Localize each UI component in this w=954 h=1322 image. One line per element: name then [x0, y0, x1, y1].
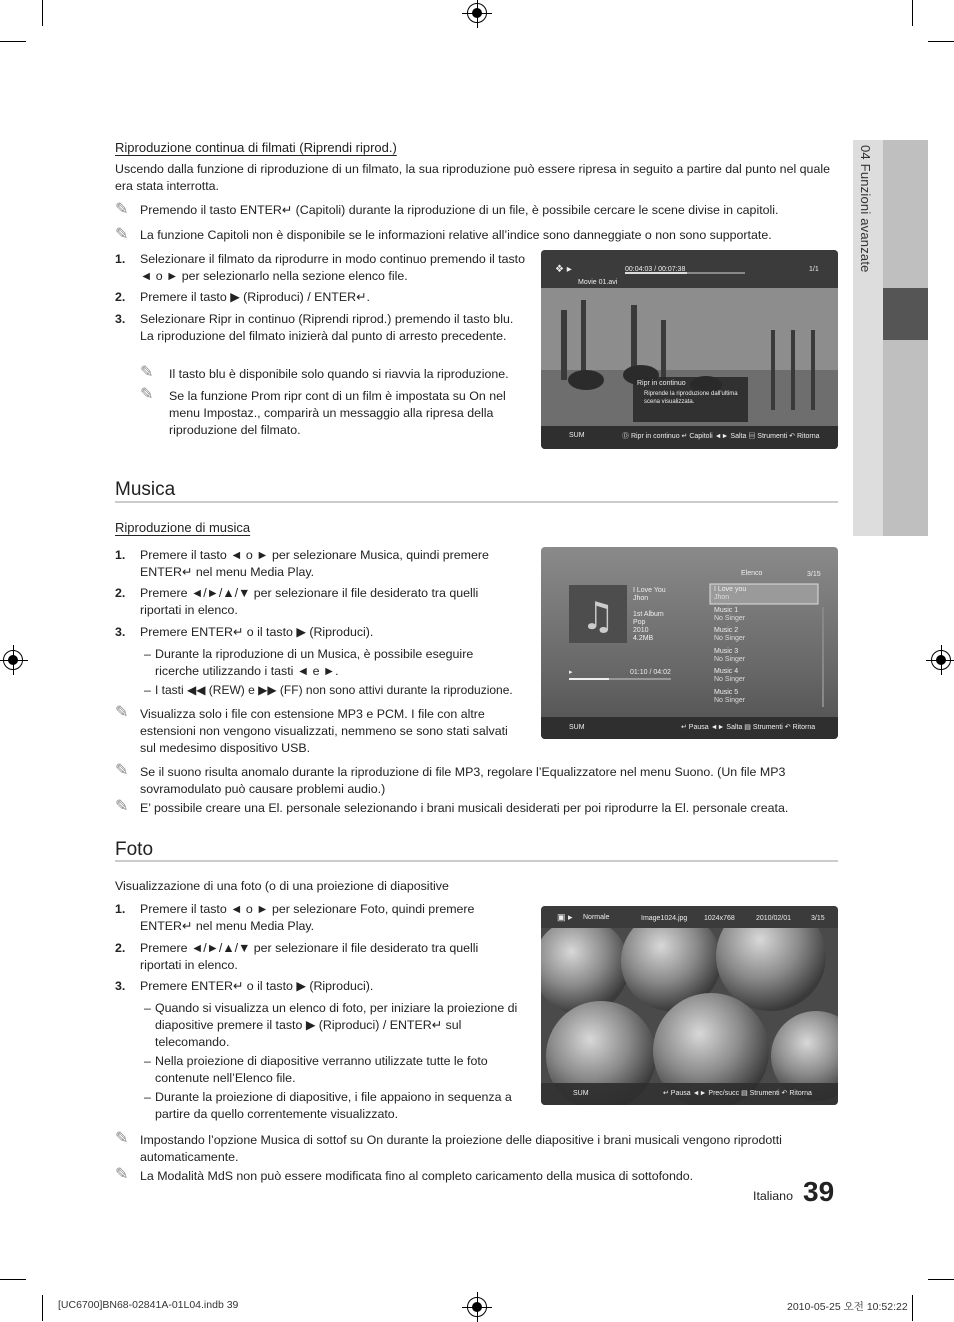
dash-slideshow-start: Quando si visualizza un elenco di foto, per iniziare la proiezione di diapositive premere il tasto ▶ (Riproduci) / ENTER↵ sul telecomando.: [155, 1001, 518, 1049]
sum-label: SUM: [569, 724, 585, 731]
music-artist: No Singer: [714, 635, 746, 642]
note-icon: ✎: [140, 386, 154, 403]
step-2: Premere il tasto ▶ (Riproduci) / ENTER↵.: [140, 290, 370, 304]
sum-label: SUM: [573, 1090, 589, 1097]
note-file-types: Visualizza solo i file con estensione MP3 e PCM. I file con altre estensioni non vengono visualizzati, nemmeno se sono stati salvati sul medesimo dispositivo USB.: [140, 707, 508, 755]
subheading-photo: Visualizzazione di una foto (o di una proiezione di diapositive: [115, 879, 449, 893]
step-number: 3.: [115, 625, 126, 639]
video-control-bar: Ⓓ Ripr in continuo ↵ Capitoli ◄► Salta ▤ Strumenti ↶ Ritorna: [622, 433, 820, 440]
crop-mark: [928, 1279, 954, 1280]
video-player-screenshot: [541, 250, 838, 449]
music-info-line: [633, 603, 666, 611]
crop-mark: [912, 0, 913, 26]
music-info-line: Jhon: [633, 595, 649, 602]
dash: –: [144, 1001, 151, 1015]
dash-search: Durante la riproduzione di un Musica, è possibile eseguire ricerche utilizzando i tasti ◄ e ►.: [155, 647, 474, 678]
step-3: Premere ENTER↵ o il tasto ▶ (Riproduci).: [140, 979, 374, 993]
step-3: Selezionare Ripr in continuo (Riprendi riprod.) premendo il tasto blu. La riproduzione del filmato inizierà dal punto di arresto precedente.: [140, 312, 514, 343]
music-artist: No Singer: [714, 614, 746, 622]
note-icon: ✎: [115, 1130, 129, 1147]
music-artist: No Singer: [714, 655, 746, 663]
note-icon: ✎: [115, 704, 129, 721]
photo-date: 2010/02/01: [756, 915, 792, 922]
photo-count: 3/15: [811, 915, 825, 922]
music-title: Music 5: [714, 688, 739, 696]
note-playlist: E’ possibile creare una El. personale selezionando i brani musicali desiderati per poi riprodurre la El. personale creata.: [140, 801, 789, 815]
note-icon: ✎: [115, 201, 129, 218]
intro-paragraph: Uscendo dalla funzione di riproduzione di un filmato, la sua riproduzione può essere ripresa in seguito a partire dal punto nel quale era stata interrotta.: [115, 162, 830, 193]
note-icon: ✎: [115, 798, 129, 815]
popup-title: Ripr in continuo: [637, 380, 686, 387]
music-player-screenshot: [541, 547, 838, 739]
note-chapters-unavailable: La funzione Capitoli non è disponibile se le informazioni relative all’indice sono danneggiate o non sono supportate.: [140, 228, 772, 242]
crop-mark: [928, 41, 954, 42]
music-list-item[interactable]: [714, 586, 746, 607]
dash-slideshow-all: Nella proiezione di diapositive verranno utilizzate tutte le foto contenute nell’Elenco file.: [155, 1054, 488, 1085]
step-number: 1.: [115, 252, 126, 266]
music-title: Music 1: [714, 606, 739, 614]
sum-label: SUM: [569, 432, 585, 439]
dash-rew-ff: I tasti ◀◀ (REW) e ▶▶ (FF) non sono attivi durante la riproduzione.: [155, 683, 513, 697]
music-artist: No Singer: [714, 676, 746, 683]
music-count: 3/15: [807, 571, 821, 578]
video-icon: ❖ ▸: [555, 264, 572, 275]
step-number: 2.: [115, 941, 126, 955]
print-file-info: [UC6700]BN68-02841A-01L04.indb 39: [58, 1299, 239, 1311]
step-number: 2.: [115, 290, 126, 304]
music-info: [633, 587, 666, 643]
svg-text:♫: ♫: [581, 594, 616, 638]
music-info-line: 1st Album: [633, 611, 664, 618]
music-list-item[interactable]: [714, 689, 746, 710]
crop-mark: [0, 1279, 26, 1280]
photo-viewer-screenshot: [541, 906, 838, 1105]
step-2: Premere ◄/►/▲/▼ per selezionare il file desiderato tra quelli riportati in elenco.: [140, 941, 479, 972]
note-icon: ✎: [140, 364, 154, 381]
page-number: 39: [803, 1176, 835, 1207]
music-info-line: Pop: [633, 619, 646, 626]
music-artist: No Singer: [714, 696, 746, 704]
registration-mark-icon: [467, 1297, 487, 1317]
music-list-item[interactable]: [714, 648, 746, 669]
dash: –: [144, 1090, 151, 1104]
note-chapters: Premendo il tasto ENTER↵ (Capitoli) durante la riproduzione di un file, è possibile cercare le scene divise in capitoli.: [140, 203, 779, 217]
music-list-item[interactable]: [714, 607, 746, 628]
note-icon: ✎: [115, 226, 129, 243]
music-info-line: 4.2MB: [633, 635, 654, 642]
note-continuous-setting: Se la funzione Prom ripr cont di un film è impostata su On nel menu Impostaz., comparirà un messaggio alla ripresa della riproduzione del filmato.: [169, 389, 506, 437]
registration-mark-icon: [467, 3, 487, 23]
step-3: Premere ENTER↵ o il tasto ▶ (Riproduci).: [140, 625, 374, 639]
language-label: Italiano: [753, 1189, 793, 1203]
step-1: Premere il tasto ◄ o ► per selezionare Foto, quindi premere ENTER↵ nel menu Media Play.: [140, 902, 475, 933]
music-title: Music 3: [714, 647, 739, 655]
video-count: 1/1: [809, 266, 819, 273]
music-info-line: 2010: [633, 627, 649, 634]
step-number: 2.: [115, 586, 126, 600]
section-divider: [115, 501, 838, 503]
photo-icon: ▣ ▸: [557, 912, 573, 922]
dash: –: [144, 683, 151, 697]
step-number: 1.: [115, 902, 126, 916]
crop-mark: [912, 1295, 913, 1321]
dash: –: [144, 1054, 151, 1068]
music-info-line: I Love You: [633, 587, 666, 594]
registration-mark-icon: [3, 650, 23, 670]
music-artist: Jhon: [714, 594, 730, 601]
subheading-music: Riproduzione di musica: [115, 520, 251, 535]
music-list: [714, 586, 746, 709]
music-time: 01:10 / 04:02: [630, 669, 671, 676]
note-background-music: Impostando l’opzione Musica di sottof su On durante la proiezione delle diapositive i brani musicali vengono riprodotti automaticamente.: [140, 1133, 782, 1164]
step-1: Selezionare il filmato da riprodurre in modo continuo premendo il tasto ◄ o ► per selezionarlo nella sezione elenco file.: [140, 252, 526, 283]
subheading-continuous-playback: Riproduzione continua di filmati (Riprendi riprod.): [115, 140, 397, 155]
music-title: Music 2: [714, 627, 739, 634]
step-2: Premere ◄/►/▲/▼ per selezionare il file desiderato tra quelli riportati in elenco.: [140, 586, 479, 617]
step-1: Premere il tasto ◄ o ► per selezionare Musica, quindi premere ENTER↵ nel menu Media Play.: [140, 548, 489, 579]
chapter-label: 04 Funzioni avanzate: [858, 145, 873, 273]
dash-slideshow-order: Durante la proiezione di diapositive, i file appaiono in sequenza a partire da quello correntemente visualizzato.: [155, 1090, 512, 1121]
dash: –: [144, 647, 151, 661]
photo-control-bar: ↵ Pausa ◄► Prec/succ ▤ Strumenti ↶ Ritorna: [663, 1090, 812, 1097]
step-number: 1.: [115, 548, 126, 562]
music-title: Music 4: [714, 668, 739, 675]
note-icon: ✎: [115, 762, 129, 779]
music-list-header: Elenco: [741, 570, 763, 577]
music-title: I Love you: [714, 586, 747, 593]
note-blue-key: Il tasto blu è disponibile solo quando si riavvia la riproduzione.: [169, 367, 509, 381]
photo-filename: Image1024.jpg: [641, 915, 688, 922]
video-time: 00:04:03 / 00:07:38: [625, 266, 686, 273]
step-number: 3.: [115, 979, 126, 993]
note-mds-mode: La Modalità MdS non può essere modificata fino al completo caricamento della musica di sottofondo.: [140, 1169, 694, 1183]
crop-mark: [0, 41, 26, 42]
popup-text: Riprende la riproduzione dall'ultima scena visualizzata.: [644, 391, 738, 405]
section-title-photo: Foto: [115, 839, 154, 860]
section-divider: [115, 860, 838, 862]
print-date-info: 2010-05-25 오전 10:52:22: [787, 1301, 908, 1313]
crop-mark: [42, 0, 43, 26]
video-filename: Movie 01.avi: [578, 279, 618, 286]
music-control-bar: ↵ Pausa ◄► Salta ▤ Strumenti ↶ Ritorna: [681, 724, 816, 731]
note-icon: ✎: [115, 1166, 129, 1183]
note-equalizer: Se il suono risulta anomalo durante la riproduzione di file MP3, regolare l’Equalizzatore nel menu Suono. (Un file MP3 sovramodulato può causare problemi audio.): [140, 765, 786, 796]
registration-mark-icon: [931, 650, 951, 670]
crop-mark: [42, 1295, 43, 1321]
photo-resolution: 1024x768: [704, 915, 735, 922]
play-icon: ▸: [569, 669, 573, 676]
step-number: 3.: [115, 312, 126, 326]
photo-mode: Normale: [583, 914, 610, 921]
section-title-music: Musica: [115, 479, 176, 500]
music-list-item[interactable]: [714, 668, 746, 689]
music-list-item[interactable]: [714, 627, 746, 648]
